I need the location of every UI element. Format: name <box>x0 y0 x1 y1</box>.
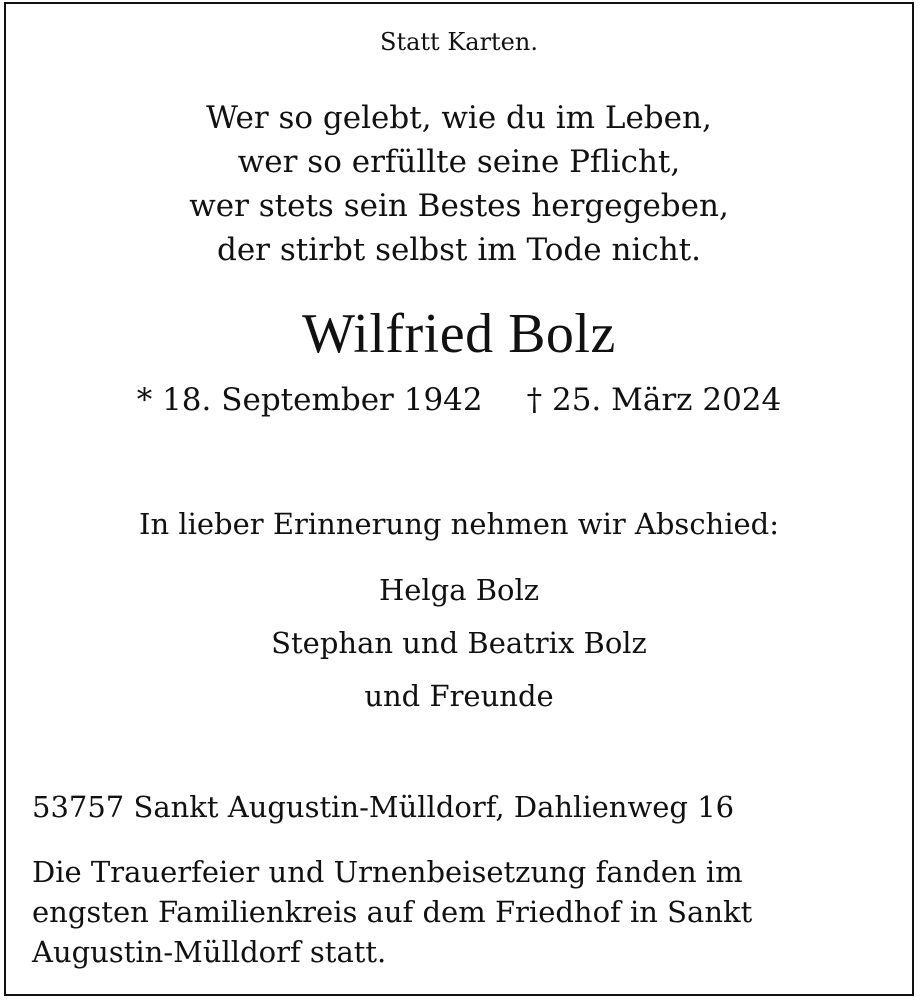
poem-line: Wer so gelebt, wie du im Leben, <box>206 100 712 136</box>
funeral-info-line: Die Trauerfeier und Urnenbeisetzung fanden im <box>32 855 743 889</box>
poem-line: wer so erfüllte seine Pflicht, <box>237 144 681 180</box>
funeral-info <box>32 852 752 972</box>
mourner-name: Stephan und Beatrix Bolz <box>271 626 647 660</box>
address-text: 53757 Sankt Augustin-Mülldorf, Dahlienweg 16 <box>32 790 735 824</box>
mourners-list <box>6 564 912 723</box>
mourner-name: Helga Bolz <box>378 573 540 607</box>
poem-line: wer stets sein Bestes hergegeben, <box>189 188 729 224</box>
mourner-name: und Freunde <box>364 679 554 713</box>
life-dates <box>6 382 912 418</box>
funeral-info-line: Augustin-Mülldorf statt. <box>32 935 387 969</box>
funeral-info-line: engsten Familienkreis auf dem Friedhof in Sankt <box>32 895 753 929</box>
deceased-name: Wilfried Bolz <box>302 303 616 365</box>
poem-line: der stirbt selbst im Tode nicht. <box>216 232 701 268</box>
poem <box>6 96 912 272</box>
birth-date: * 18. September 1942 <box>136 382 483 418</box>
obituary-notice <box>4 2 914 996</box>
death-date: † 25. März 2024 <box>526 382 782 418</box>
header-text: Statt Karten. <box>380 28 538 56</box>
farewell-text: In lieber Erinnerung nehmen wir Abschied: <box>138 507 780 541</box>
